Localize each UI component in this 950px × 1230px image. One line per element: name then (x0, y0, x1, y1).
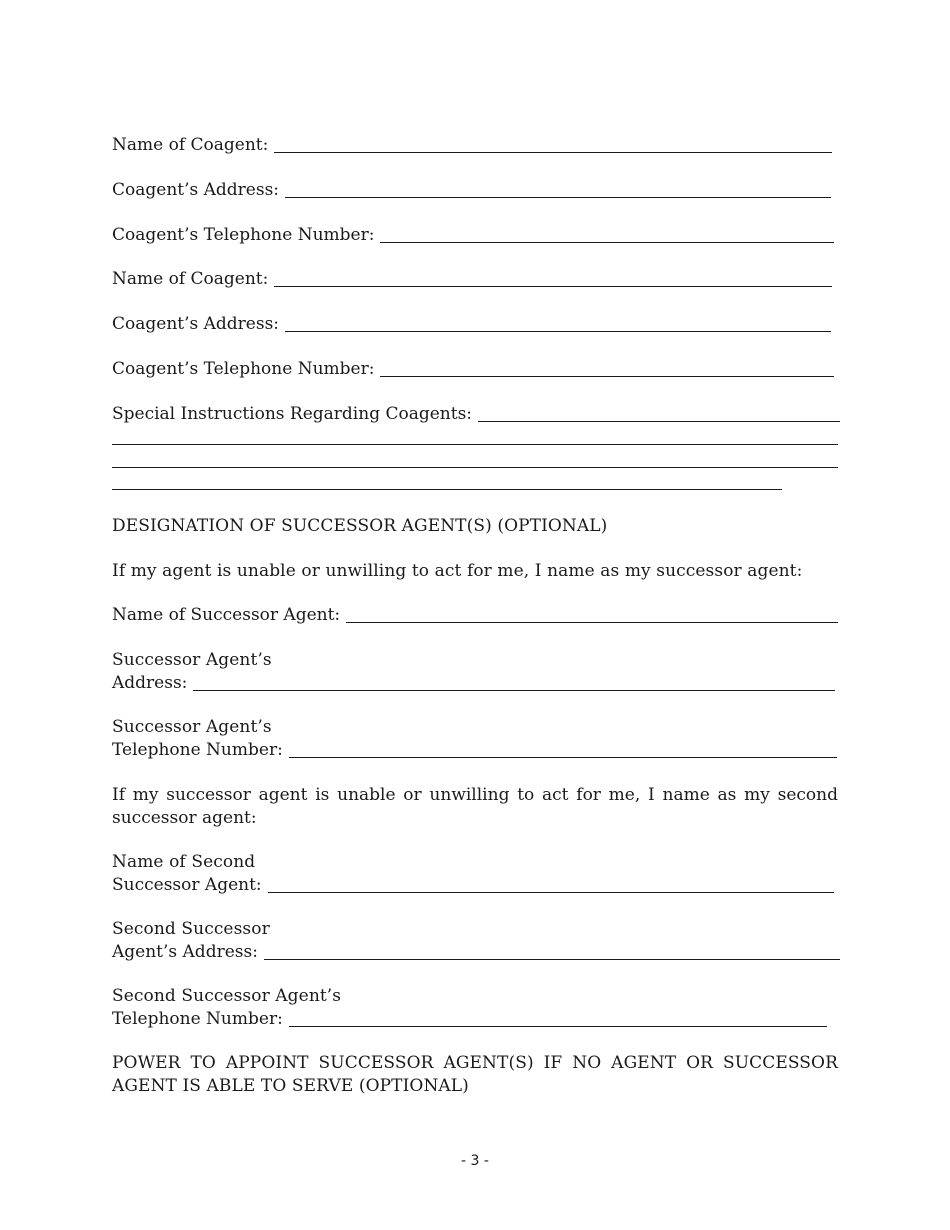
special-instructions-blank-line-3[interactable] (112, 467, 838, 468)
successor-address-label: Address: (112, 673, 188, 693)
power-to-appoint-heading: POWER TO APPOINT SUCCESSOR AGENT(S) IF NO AGENT OR SUCCESSOR AGENT IS ABLE TO SERVE (OPTIONAL) (112, 1053, 838, 1096)
second-successor-address-label-line1: Second Successor (112, 919, 270, 939)
coagent-name-label: Name of Coagent: (112, 269, 269, 289)
second-successor-name-blank[interactable] (268, 876, 834, 893)
coagent-phone-field-2 (112, 358, 834, 380)
successor-phone-field (112, 739, 837, 761)
coagent-address-blank[interactable] (285, 181, 831, 198)
coagent-name-label: Name of Coagent: (112, 135, 269, 155)
second-successor-address-field (112, 941, 840, 963)
successor-name-field (112, 604, 838, 626)
coagent-phone-label: Coagent’s Telephone Number: (112, 225, 375, 245)
successor-name-blank[interactable] (346, 606, 838, 623)
second-successor-name-label-line1: Name of Second (112, 852, 256, 872)
coagent-address-field-1 (112, 179, 831, 201)
coagent-address-label: Coagent’s Address: (112, 180, 280, 200)
successor-phone-label-line1: Successor Agent’s (112, 717, 272, 737)
successor-section-heading: DESIGNATION OF SUCCESSOR AGENT(S) (OPTIONAL) (112, 516, 608, 536)
coagent-phone-blank[interactable] (380, 360, 834, 377)
second-successor-intro-text: If my successor agent is unable or unwilling to act for me, I name as my second successor agent: (112, 785, 838, 828)
coagent-address-field-2 (112, 313, 831, 335)
coagent-address-label: Coagent’s Address: (112, 314, 280, 334)
second-successor-phone-field (112, 1008, 827, 1030)
second-successor-name-label: Successor Agent: (112, 875, 262, 895)
successor-address-field (112, 672, 835, 694)
coagent-phone-blank[interactable] (380, 226, 834, 243)
coagent-phone-label: Coagent’s Telephone Number: (112, 359, 375, 379)
coagent-phone-field-1 (112, 224, 834, 246)
successor-phone-blank[interactable] (289, 741, 837, 758)
coagent-name-blank[interactable] (274, 270, 832, 287)
special-instructions-label: Special Instructions Regarding Coagents: (112, 404, 473, 424)
second-successor-phone-label-line1: Second Successor Agent’s (112, 986, 342, 1006)
second-successor-address-blank[interactable] (264, 943, 840, 960)
special-instructions-blank-line-2[interactable] (112, 444, 838, 445)
special-instructions-blank[interactable] (478, 405, 840, 422)
second-successor-address-label: Agent’s Address: (112, 942, 258, 962)
coagent-name-blank[interactable] (274, 136, 832, 153)
coagent-name-field-2 (112, 268, 832, 290)
successor-phone-label: Telephone Number: (112, 740, 283, 760)
successor-intro-text: If my agent is unable or unwilling to act for me, I name as my successor agent: (112, 561, 803, 581)
successor-name-label: Name of Successor Agent: (112, 605, 341, 625)
coagent-address-blank[interactable] (285, 315, 831, 332)
second-successor-phone-label: Telephone Number: (112, 1009, 283, 1029)
coagent-name-field-1 (112, 134, 832, 156)
successor-address-blank[interactable] (193, 674, 835, 691)
special-instructions-field (112, 403, 840, 425)
special-instructions-blank-line-4[interactable] (112, 489, 782, 490)
successor-address-label-line1: Successor Agent’s (112, 650, 272, 670)
second-successor-name-field (112, 874, 834, 896)
second-successor-phone-blank[interactable] (289, 1010, 827, 1027)
page-number: - 3 - (461, 1153, 489, 1169)
